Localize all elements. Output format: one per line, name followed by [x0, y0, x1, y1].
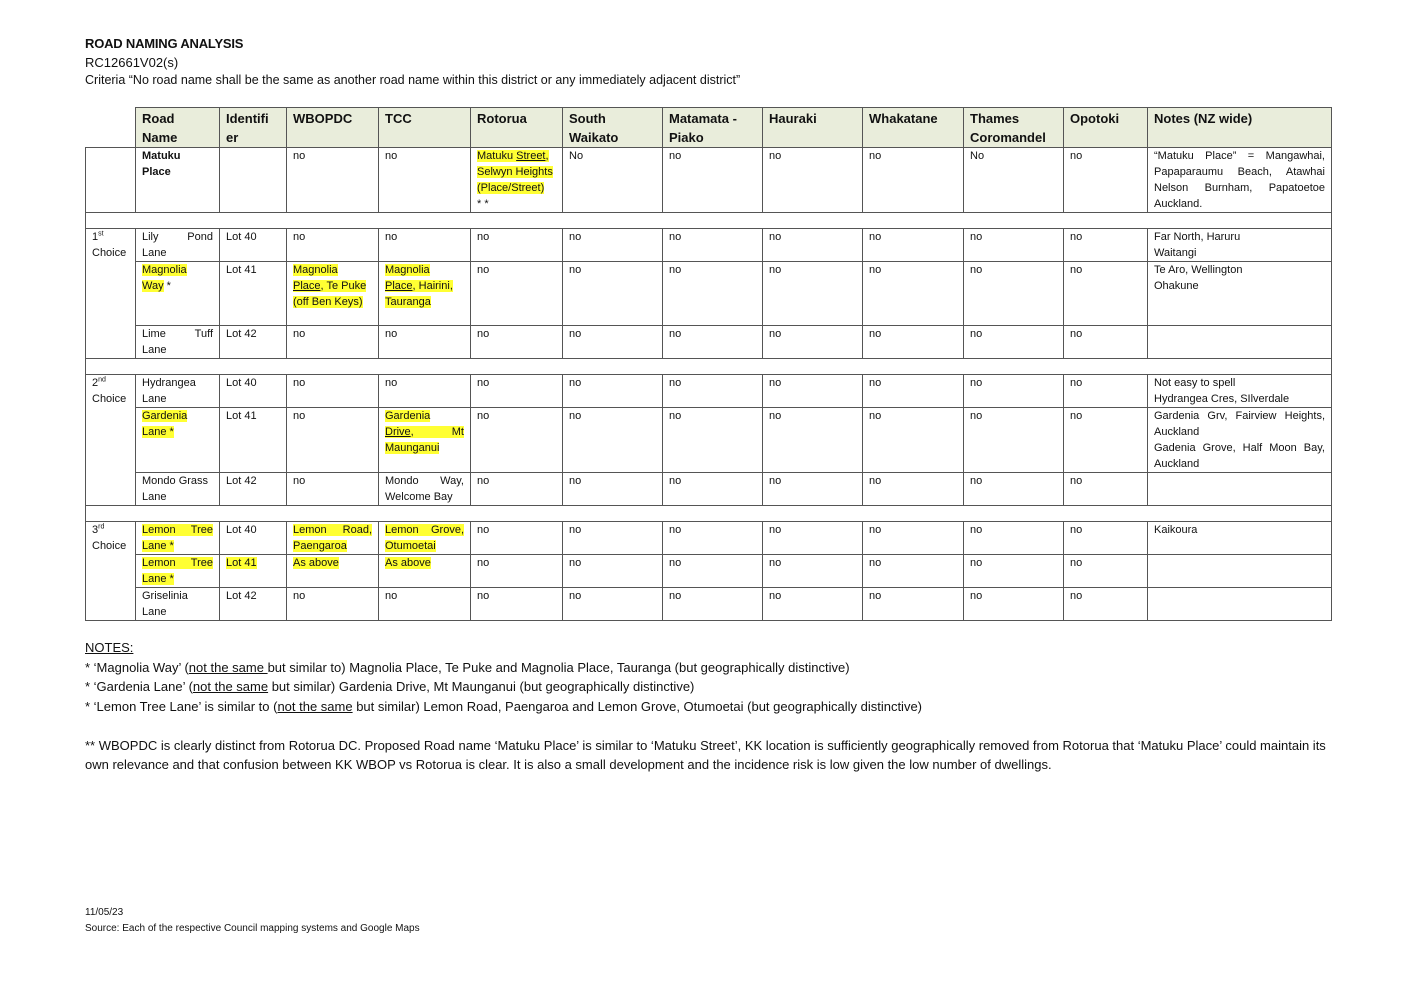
- opotoki-cell: no: [1064, 555, 1148, 588]
- table-row: [86, 555, 1332, 588]
- table-spacer-row: [86, 506, 1332, 522]
- whakatane-cell: no: [863, 408, 964, 473]
- table-spacer-row: [86, 213, 1332, 229]
- notes-cell: Kaikoura: [1148, 522, 1332, 555]
- identifier-cell: Lot 41: [220, 408, 287, 473]
- matamata-piako-cell: no: [663, 375, 763, 408]
- tcc-cell: no: [379, 229, 471, 262]
- opotoki-cell: no: [1064, 522, 1148, 555]
- matamata-piako-cell: no: [663, 522, 763, 555]
- wbopdc-cell: As above: [287, 555, 379, 588]
- table-spacer-row: [86, 359, 1332, 375]
- matamata-piako-cell: no: [663, 326, 763, 359]
- identifier-cell: Lot 42: [220, 473, 287, 506]
- thames-coromandel-cell: no: [964, 522, 1064, 555]
- header-whakatane: Whakatane: [863, 108, 964, 148]
- thames-coromandel-cell: no: [964, 473, 1064, 506]
- whakatane-cell: no: [863, 588, 964, 621]
- hauraki-cell: no: [763, 326, 863, 359]
- criteria-statement: Criteria “No road name shall be the same as another road name within this district or any immediately adjacent district”: [85, 73, 741, 87]
- road-naming-table: [85, 107, 1332, 621]
- tcc-cell: no: [379, 326, 471, 359]
- road-name-cell: Magnolia Way *: [136, 262, 220, 326]
- table-row-proposed: [86, 148, 1332, 213]
- whakatane-cell: no: [863, 555, 964, 588]
- identifier-cell: Lot 40: [220, 522, 287, 555]
- south-waikato-cell: no: [563, 588, 663, 621]
- rotorua-cell: no: [471, 555, 563, 588]
- rotorua-cell: Matuku Street, Selwyn Heights (Place/Street) * *: [471, 148, 563, 213]
- identifier-cell: Lot 40: [220, 229, 287, 262]
- notes-heading: NOTES:: [85, 640, 134, 655]
- opotoki-cell: no: [1064, 262, 1148, 326]
- notes-cell: “Matuku Place” = Mangawhai, Papaparaumu Beach, Atawhai Nelson Burnham, Papatoetoe Auckland.: [1148, 148, 1332, 213]
- wbopdc-cell: no: [287, 229, 379, 262]
- notes-cell: Far North, Haruru Waitangi: [1148, 229, 1332, 262]
- identifier-cell: Lot 41: [220, 555, 287, 588]
- header-notes: Notes (NZ wide): [1148, 108, 1332, 148]
- rotorua-cell: no: [471, 229, 563, 262]
- wbopdc-cell: Lemon Road, Paengaroa: [287, 522, 379, 555]
- whakatane-cell: no: [863, 229, 964, 262]
- whakatane-cell: no: [863, 148, 964, 213]
- reference-number: RC12661V02(s): [85, 55, 179, 70]
- tcc-cell: Mondo Way, Welcome Bay: [379, 473, 471, 506]
- identifier-cell: Lot 42: [220, 326, 287, 359]
- wbopdc-cell: no: [287, 408, 379, 473]
- rotorua-cell: no: [471, 326, 563, 359]
- south-waikato-cell: no: [563, 555, 663, 588]
- table-row: [86, 262, 1332, 326]
- table-row: [86, 588, 1332, 621]
- wbopdc-cell: no: [287, 148, 379, 213]
- thames-coromandel-cell: no: [964, 262, 1064, 326]
- header-blank-cell: [86, 108, 136, 148]
- whakatane-cell: no: [863, 375, 964, 408]
- hauraki-cell: no: [763, 229, 863, 262]
- thames-coromandel-cell: no: [964, 588, 1064, 621]
- opotoki-cell: no: [1064, 148, 1148, 213]
- opotoki-cell: no: [1064, 408, 1148, 473]
- south-waikato-cell: no: [563, 326, 663, 359]
- header-tcc: TCC: [379, 108, 471, 148]
- header-rotorua: Rotorua: [471, 108, 563, 148]
- notes-cell: Te Aro, Wellington Ohakune: [1148, 262, 1332, 326]
- table-row: [86, 229, 1332, 262]
- tcc-cell: Gardenia Drive, Mt Maunganui: [379, 408, 471, 473]
- notes-section: [85, 638, 1331, 775]
- opotoki-cell: no: [1064, 326, 1148, 359]
- whakatane-cell: no: [863, 326, 964, 359]
- identifier-cell: Lot 41: [220, 262, 287, 326]
- tcc-cell: Magnolia Place, Hairini, Tauranga: [379, 262, 471, 326]
- header-road-name: Road Name: [136, 108, 220, 148]
- header-matamata-piako: Matamata - Piako: [663, 108, 763, 148]
- rotorua-cell: no: [471, 522, 563, 555]
- road-name-cell: Hydrangea Lane: [136, 375, 220, 408]
- note-lemon-tree: * ‘Lemon Tree Lane’ is similar to (not the same but similar) Lemon Road, Paengaroa and Lemon Grove, Otumoetai (but geographically distinctive): [85, 698, 923, 714]
- footer-date: 11/05/23: [85, 907, 124, 918]
- table-row: [86, 522, 1332, 555]
- thames-coromandel-cell: no: [964, 229, 1064, 262]
- choice-label-2: 2nd Choice: [86, 375, 136, 506]
- road-name-cell: Lime Tuff Lane: [136, 326, 220, 359]
- matamata-piako-cell: no: [663, 473, 763, 506]
- whakatane-cell: no: [863, 522, 964, 555]
- identifier-cell: Lot 40: [220, 375, 287, 408]
- wbopdc-cell: no: [287, 375, 379, 408]
- choice-label-3: 3rd Choice: [86, 522, 136, 621]
- rotorua-cell: no: [471, 375, 563, 408]
- tcc-cell: Lemon Grove, Otumoetai: [379, 522, 471, 555]
- choice-label-1: 1st Choice: [86, 229, 136, 359]
- table-row: [86, 473, 1332, 506]
- opotoki-cell: no: [1064, 229, 1148, 262]
- document-title: ROAD NAMING ANALYSIS: [85, 36, 244, 51]
- opotoki-cell: no: [1064, 473, 1148, 506]
- wbopdc-cell: no: [287, 326, 379, 359]
- south-waikato-cell: no: [563, 473, 663, 506]
- whakatane-cell: no: [863, 473, 964, 506]
- road-name-cell: Lemon Tree Lane *: [136, 522, 220, 555]
- header-thames-coromandel: Thames Coromandel: [964, 108, 1064, 148]
- matamata-piako-cell: no: [663, 229, 763, 262]
- rotorua-cell: no: [471, 588, 563, 621]
- note-gardenia: * ‘Gardenia Lane’ (not the same but similar) Gardenia Drive, Mt Maunganui (but geographically distinctive): [85, 679, 695, 694]
- rotorua-cell: no: [471, 262, 563, 326]
- note-wbopdc-rotorua: ** WBOPDC is clearly distinct from Rotorua DC. Proposed Road name ‘Matuku Place’ is similar to ‘Matuku Street’, KK location is sufficiently geographically removed from Rotorua that ‘Matuku Place’ could maintain its own relevance and that confusion between KK WBOP vs Rotorua is clear. It is also a small development and the incidence risk is low given the low number of dwellings.: [85, 737, 1326, 772]
- hauraki-cell: no: [763, 588, 863, 621]
- thames-coromandel-cell: no: [964, 555, 1064, 588]
- south-waikato-cell: No: [563, 148, 663, 213]
- hauraki-cell: no: [763, 555, 863, 588]
- matamata-piako-cell: no: [663, 262, 763, 326]
- south-waikato-cell: no: [563, 408, 663, 473]
- header-wbopdc: WBOPDC: [287, 108, 379, 148]
- south-waikato-cell: no: [563, 522, 663, 555]
- tcc-cell: As above: [379, 555, 471, 588]
- matamata-piako-cell: no: [663, 588, 763, 621]
- opotoki-cell: no: [1064, 588, 1148, 621]
- notes-cell: Gardenia Grv, Fairview Heights, Auckland Gadenia Grove, Half Moon Bay, Auckland: [1148, 408, 1332, 473]
- wbopdc-cell: Magnolia Place, Te Puke (off Ben Keys): [287, 262, 379, 326]
- identifier-cell: Lot 42: [220, 588, 287, 621]
- table-row: [86, 375, 1332, 408]
- matamata-piako-cell: no: [663, 148, 763, 213]
- road-name-cell: Gardenia Lane *: [136, 408, 220, 473]
- wbopdc-cell: no: [287, 473, 379, 506]
- road-name-cell: Lemon Tree Lane *: [136, 555, 220, 588]
- tcc-cell: no: [379, 375, 471, 408]
- road-name-cell: Lily Pond Lane: [136, 229, 220, 262]
- hauraki-cell: no: [763, 262, 863, 326]
- opotoki-cell: no: [1064, 375, 1148, 408]
- notes-cell: [1148, 555, 1332, 588]
- notes-cell: [1148, 473, 1332, 506]
- note-magnolia: * ‘Magnolia Way’ (not the same but similar to) Magnolia Place, Te Puke and Magnolia Place, Tauranga (but geographically distinctive): [85, 659, 850, 675]
- hauraki-cell: no: [763, 148, 863, 213]
- matamata-piako-cell: no: [663, 408, 763, 473]
- thames-coromandel-cell: no: [964, 375, 1064, 408]
- tcc-cell: no: [379, 588, 471, 621]
- road-name-cell: Griselinia Lane: [136, 588, 220, 621]
- table-header-row: [86, 108, 1332, 148]
- footer-source: Source: Each of the respective Council mapping systems and Google Maps: [85, 923, 420, 934]
- south-waikato-cell: no: [563, 262, 663, 326]
- hauraki-cell: no: [763, 408, 863, 473]
- south-waikato-cell: no: [563, 229, 663, 262]
- rotorua-cell: no: [471, 408, 563, 473]
- thames-coromandel-cell: no: [964, 408, 1064, 473]
- wbopdc-cell: no: [287, 588, 379, 621]
- notes-cell: [1148, 326, 1332, 359]
- south-waikato-cell: no: [563, 375, 663, 408]
- hauraki-cell: no: [763, 473, 863, 506]
- identifier-cell: [220, 148, 287, 213]
- header-opotoki: Opotoki: [1064, 108, 1148, 148]
- thames-coromandel-cell: no: [964, 326, 1064, 359]
- matamata-piako-cell: no: [663, 555, 763, 588]
- table-row: [86, 326, 1332, 359]
- footer: [85, 905, 420, 937]
- choice-cell-empty: [86, 148, 136, 213]
- header-south-waikato: South Waikato: [563, 108, 663, 148]
- road-name-cell: Matuku Place: [136, 148, 220, 213]
- header-identifier: Identifi er: [220, 108, 287, 148]
- notes-cell: Not easy to spell Hydrangea Cres, SIlverdale: [1148, 375, 1332, 408]
- whakatane-cell: no: [863, 262, 964, 326]
- hauraki-cell: no: [763, 522, 863, 555]
- table-row: [86, 408, 1332, 473]
- header-hauraki: Hauraki: [763, 108, 863, 148]
- notes-cell: [1148, 588, 1332, 621]
- hauraki-cell: no: [763, 375, 863, 408]
- road-name-cell: Mondo Grass Lane: [136, 473, 220, 506]
- tcc-cell: no: [379, 148, 471, 213]
- rotorua-cell: no: [471, 473, 563, 506]
- thames-coromandel-cell: No: [964, 148, 1064, 213]
